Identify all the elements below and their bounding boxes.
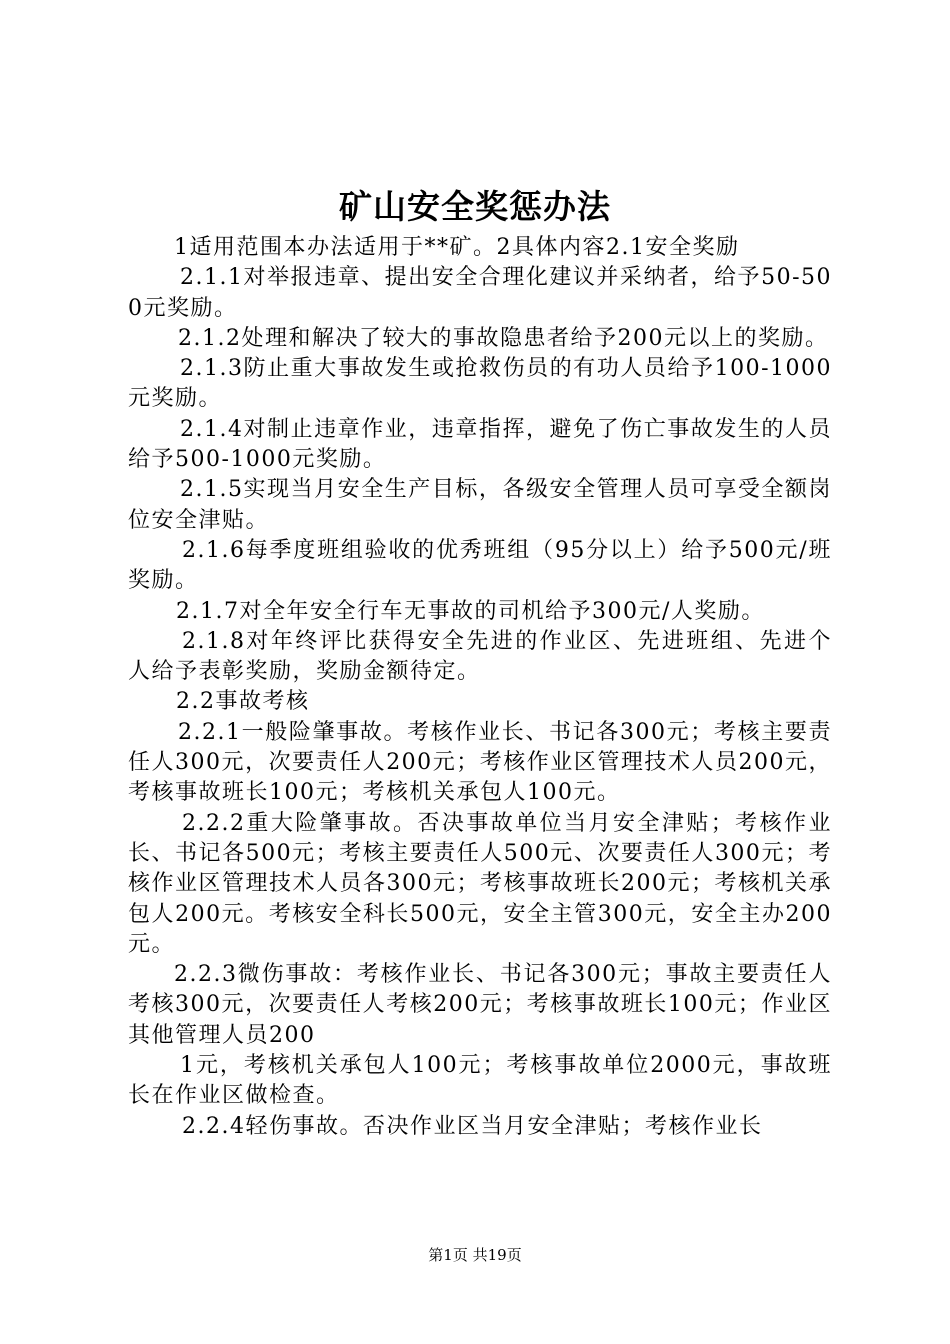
paragraph-2-2-1: 2.2.1一般险肇事故。考核作业长、书记各300元；考核主要责任人300元，次要责任人200元；考核作业区管理技术人员200元，考核事故班长100元；考核机关承包人100元。 — [128, 719, 832, 806]
paragraph-2-1-5: 2.1.5实现当月安全生产目标，各级安全管理人员可享受全额岗位安全津贴。 — [128, 477, 832, 533]
document-body — [128, 233, 832, 1142]
document-title: 矿山安全奖惩办法 — [339, 187, 611, 226]
paragraph-2-2-3-continued: 1元，考核机关承包人100元；考核事故单位2000元，事故班长在作业区做检查。 — [128, 1053, 832, 1109]
paragraph-2-1-7: 2.1.7对全年安全行车无事故的司机给予300元/人奖励。 — [176, 598, 765, 624]
paragraph-2-2-3: 2.2.3微伤事故：考核作业长、书记各300元；事故主要责任人考核300元，次要责任人考核200元；考核事故班长100元；作业区其他管理人员200 — [128, 962, 832, 1048]
paragraph-2-2-heading: 2.2事故考核 — [176, 689, 310, 715]
paragraph-2-1-3: 2.1.3防止重大事故发生或抢救伤员的有功人员给予100-1000元奖励。 — [128, 356, 832, 412]
paragraph-2-1-6: 2.1.6每季度班组验收的优秀班组（95分以上）给予500元/班奖励。 — [128, 537, 832, 594]
paragraph-2-1-4: 2.1.4对制止违章作业，违章指挥，避免了伤亡事故发生的人员给予500-1000元奖励。 — [128, 416, 832, 473]
paragraph-2-1-1: 2.1.1对举报违章、提出安全合理化建议并采纳者，给予50-500元奖励。 — [128, 265, 832, 321]
paragraph-scope: 1适用范围本办法适用于**矿。2具体内容2.1安全奖励 — [174, 235, 740, 260]
paragraph-2-2-2: 2.2.2重大险肇事故。否决事故单位当月安全津贴；考核作业长、书记各500元；考核主要责任人500元、次要责任人300元；考核作业区管理技术人员各300元；考核事故班长200元；考核机关承包人200元。考核安全科长500元，安全主管300元，安全主办200元。 — [128, 810, 832, 957]
paragraph-2-1-8: 2.1.8对年终评比获得安全先进的作业区、先进班组、先进个人给予表彰奖励，奖励金额待定。 — [128, 628, 832, 685]
paragraph-2-2-4: 2.2.4轻伤事故。否决作业区当月安全津贴；考核作业长 — [182, 1113, 763, 1139]
paragraph-2-1-2: 2.1.2处理和解决了较大的事故隐患者给予200元以上的奖励。 — [178, 325, 829, 351]
page-number-footer: 第1页 共19页 — [428, 1246, 522, 1264]
